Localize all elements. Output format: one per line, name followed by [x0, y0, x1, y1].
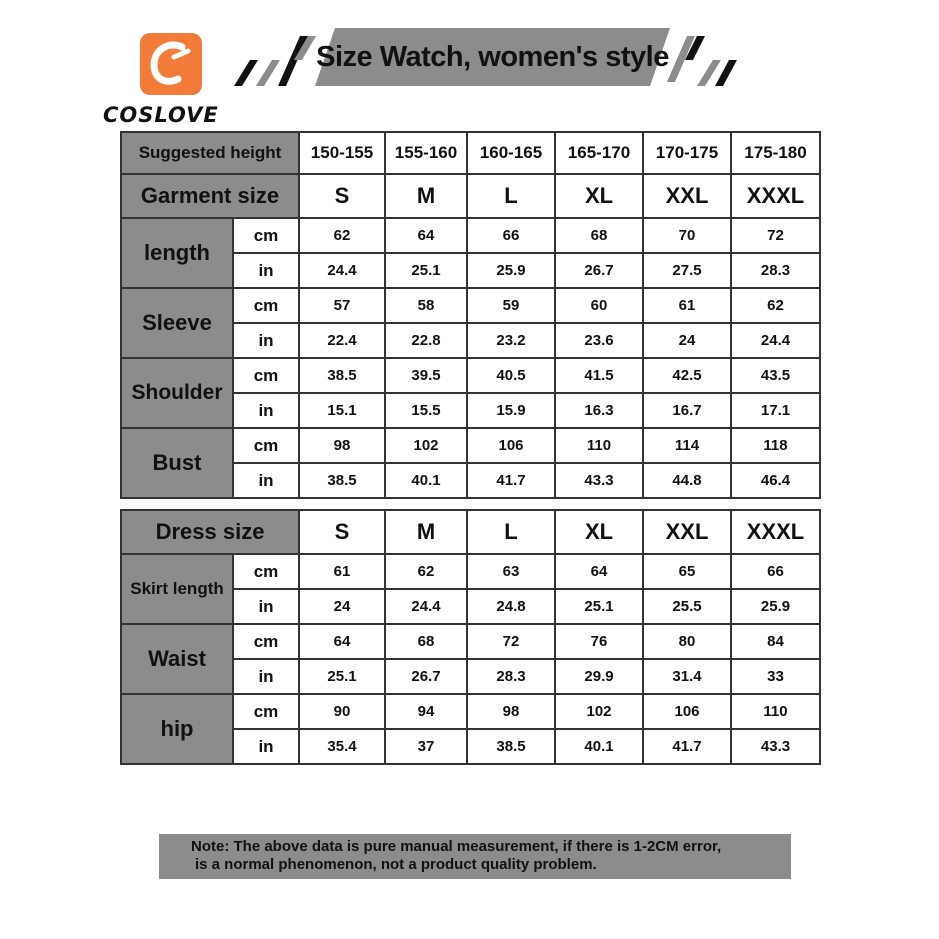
measurement-row [121, 624, 820, 659]
size-cell: XXL [643, 174, 731, 218]
value-cell: 29.9 [555, 659, 643, 694]
value-cell: 66 [731, 554, 820, 589]
value-cell: 46.4 [731, 463, 820, 498]
value-cell: 59 [467, 288, 555, 323]
unit-cell: in [233, 253, 299, 288]
value-cell: 43.5 [731, 358, 820, 393]
value-cell: 64 [299, 624, 385, 659]
unit-cell: cm [233, 624, 299, 659]
value-cell: 25.1 [299, 659, 385, 694]
value-cell: 24 [299, 589, 385, 624]
height-cell: 170-175 [643, 132, 731, 174]
value-cell: 40.5 [467, 358, 555, 393]
unit-cell: cm [233, 428, 299, 463]
value-cell: 31.4 [643, 659, 731, 694]
measurement-row [121, 428, 820, 463]
value-cell: 57 [299, 288, 385, 323]
value-cell: 102 [555, 694, 643, 729]
value-cell: 80 [643, 624, 731, 659]
size-cell: XL [555, 510, 643, 554]
page-title: Size Watch, women's style [316, 41, 669, 73]
garment-size-row [121, 174, 820, 218]
value-cell: 68 [555, 218, 643, 253]
decorative-stripes-left [232, 30, 322, 90]
value-cell: 41.7 [467, 463, 555, 498]
value-cell: 24 [643, 323, 731, 358]
value-cell: 26.7 [555, 253, 643, 288]
value-cell: 64 [555, 554, 643, 589]
value-cell: 64 [385, 218, 467, 253]
measurement-label: Waist [121, 624, 233, 694]
value-cell: 25.5 [643, 589, 731, 624]
value-cell: 15.9 [467, 393, 555, 428]
measurement-row [121, 218, 820, 253]
unit-cell: cm [233, 218, 299, 253]
measurement-row [121, 288, 820, 323]
value-cell: 41.5 [555, 358, 643, 393]
value-cell: 58 [385, 288, 467, 323]
height-label: Suggested height [121, 132, 299, 174]
unit-cell: cm [233, 358, 299, 393]
value-cell: 62 [385, 554, 467, 589]
value-cell: 40.1 [555, 729, 643, 764]
unit-cell: cm [233, 554, 299, 589]
value-cell: 70 [643, 218, 731, 253]
value-cell: 102 [385, 428, 467, 463]
value-cell: 22.4 [299, 323, 385, 358]
value-cell: 66 [467, 218, 555, 253]
height-cell: 150-155 [299, 132, 385, 174]
size-cell: L [467, 174, 555, 218]
measurement-row [121, 694, 820, 729]
value-cell: 35.4 [299, 729, 385, 764]
measurement-label: hip [121, 694, 233, 764]
value-cell: 72 [467, 624, 555, 659]
value-cell: 98 [467, 694, 555, 729]
size-cell: XXXL [731, 174, 820, 218]
value-cell: 24.4 [385, 589, 467, 624]
height-cell: 165-170 [555, 132, 643, 174]
value-cell: 16.7 [643, 393, 731, 428]
height-row [121, 132, 820, 174]
value-cell: 65 [643, 554, 731, 589]
measurement-label: length [121, 218, 233, 288]
unit-cell: in [233, 659, 299, 694]
size-cell: S [299, 174, 385, 218]
value-cell: 61 [299, 554, 385, 589]
dress-size-label: Dress size [121, 510, 299, 554]
value-cell: 106 [643, 694, 731, 729]
value-cell: 25.1 [555, 589, 643, 624]
value-cell: 118 [731, 428, 820, 463]
value-cell: 37 [385, 729, 467, 764]
title-banner [315, 28, 670, 86]
garment-size-label: Garment size [121, 174, 299, 218]
value-cell: 17.1 [731, 393, 820, 428]
brand-logo [140, 33, 202, 95]
decorative-stripes-right [663, 30, 743, 90]
value-cell: 15.5 [385, 393, 467, 428]
value-cell: 28.3 [731, 253, 820, 288]
height-cell: 175-180 [731, 132, 820, 174]
unit-cell: in [233, 393, 299, 428]
value-cell: 76 [555, 624, 643, 659]
value-cell: 25.9 [731, 589, 820, 624]
measurement-row [121, 358, 820, 393]
dress-size-row [121, 510, 820, 554]
unit-cell: cm [233, 694, 299, 729]
value-cell: 38.5 [467, 729, 555, 764]
measurement-label: Bust [121, 428, 233, 498]
value-cell: 68 [385, 624, 467, 659]
value-cell: 63 [467, 554, 555, 589]
size-cell: L [467, 510, 555, 554]
value-cell: 38.5 [299, 358, 385, 393]
value-cell: 24.4 [731, 323, 820, 358]
value-cell: 15.1 [299, 393, 385, 428]
value-cell: 94 [385, 694, 467, 729]
value-cell: 43.3 [731, 729, 820, 764]
unit-cell: in [233, 589, 299, 624]
note-line-1: Note: The above data is pure manual measurement, if there is 1-2CM error, [191, 838, 722, 855]
value-cell: 44.8 [643, 463, 731, 498]
measurement-label: Skirt length [121, 554, 233, 624]
value-cell: 72 [731, 218, 820, 253]
value-cell: 27.5 [643, 253, 731, 288]
note-line-2: is a normal phenomenon, not a product quality problem. [195, 856, 597, 873]
value-cell: 23.2 [467, 323, 555, 358]
measurement-label: Sleeve [121, 288, 233, 358]
garment-size-table [120, 131, 821, 499]
unit-cell: in [233, 323, 299, 358]
value-cell: 42.5 [643, 358, 731, 393]
value-cell: 43.3 [555, 463, 643, 498]
size-cell: XXL [643, 510, 731, 554]
value-cell: 41.7 [643, 729, 731, 764]
value-cell: 61 [643, 288, 731, 323]
value-cell: 110 [731, 694, 820, 729]
size-cell: XXXL [731, 510, 820, 554]
size-cell: M [385, 174, 467, 218]
value-cell: 110 [555, 428, 643, 463]
value-cell: 114 [643, 428, 731, 463]
unit-cell: cm [233, 288, 299, 323]
unit-cell: in [233, 463, 299, 498]
value-cell: 16.3 [555, 393, 643, 428]
value-cell: 39.5 [385, 358, 467, 393]
value-cell: 98 [299, 428, 385, 463]
brand-name: COSLOVE [103, 103, 219, 127]
size-cell: XL [555, 174, 643, 218]
measurement-row [121, 554, 820, 589]
measurement-note [159, 834, 791, 879]
value-cell: 38.5 [299, 463, 385, 498]
value-cell: 33 [731, 659, 820, 694]
value-cell: 24.8 [467, 589, 555, 624]
dress-size-table [120, 509, 821, 765]
value-cell: 25.1 [385, 253, 467, 288]
value-cell: 90 [299, 694, 385, 729]
value-cell: 62 [299, 218, 385, 253]
value-cell: 62 [731, 288, 820, 323]
unit-cell: in [233, 729, 299, 764]
size-cell: M [385, 510, 467, 554]
value-cell: 26.7 [385, 659, 467, 694]
value-cell: 23.6 [555, 323, 643, 358]
measurement-label: Shoulder [121, 358, 233, 428]
size-cell: S [299, 510, 385, 554]
height-cell: 155-160 [385, 132, 467, 174]
value-cell: 84 [731, 624, 820, 659]
value-cell: 60 [555, 288, 643, 323]
value-cell: 24.4 [299, 253, 385, 288]
value-cell: 28.3 [467, 659, 555, 694]
value-cell: 40.1 [385, 463, 467, 498]
value-cell: 106 [467, 428, 555, 463]
value-cell: 25.9 [467, 253, 555, 288]
value-cell: 22.8 [385, 323, 467, 358]
height-cell: 160-165 [467, 132, 555, 174]
